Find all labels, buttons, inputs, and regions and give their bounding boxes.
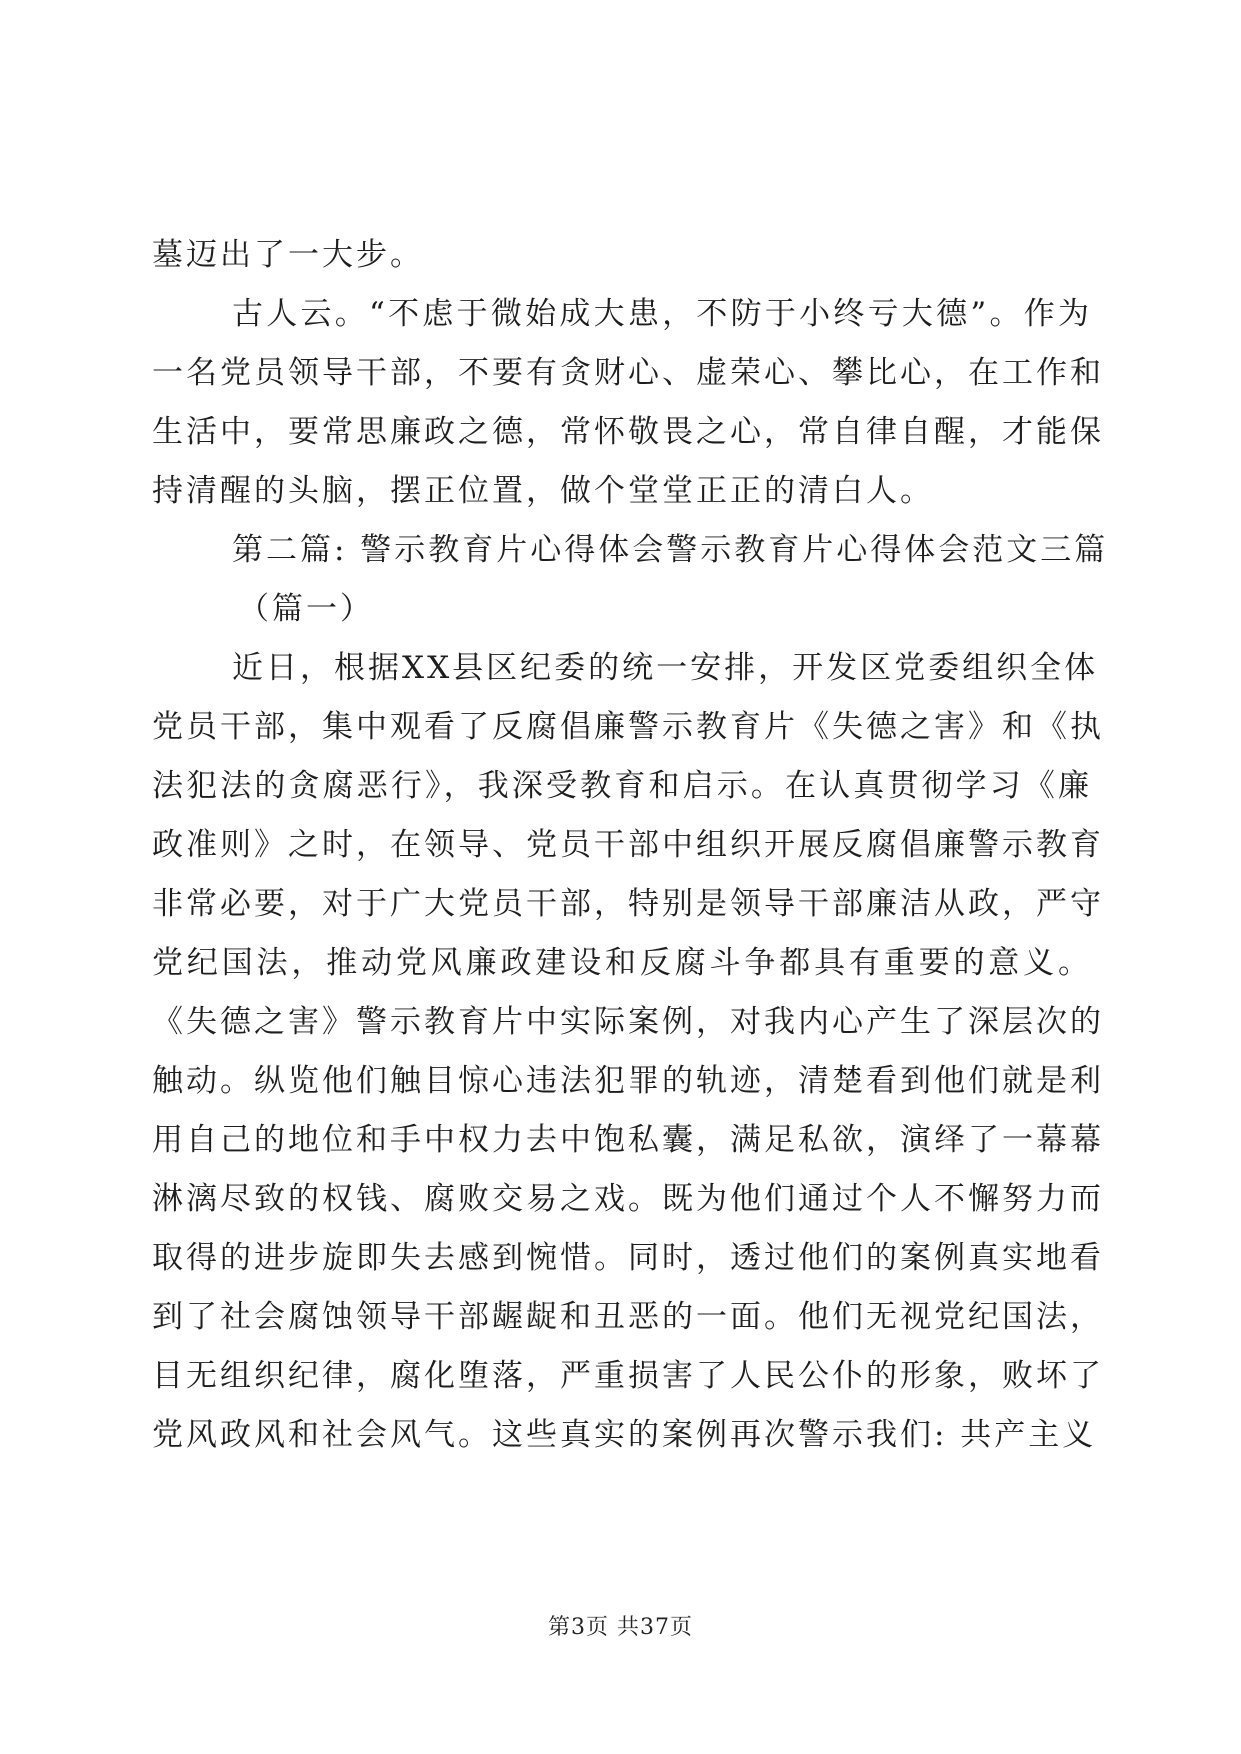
text-line: 非常必要，对于广大党员干部，特别是领导干部廉洁从政，严守: [152, 886, 1104, 922]
text-line: 持清醒的头脑，摆正位置，做个堂堂正正的清白人。: [152, 473, 934, 509]
text-line: 近日，根据XX县区纪委的统一安排，开发区党委组织全体: [232, 650, 1099, 686]
text-line: 取得的进步旋即失去感到惋惜。同时，透过他们的案例真实地看: [152, 1240, 1104, 1276]
section-subheading: （篇一）: [238, 591, 374, 627]
text-line: 党风政风和社会风气。这些真实的案例再次警示我们: 共产主义: [152, 1417, 1097, 1453]
text-line: 到了社会腐蚀领导干部龌龊和丑恶的一面。他们无视党纪国法，: [152, 1299, 1104, 1335]
text-line: 政准则》之时，在领导、党员干部中组织开展反腐倡廉警示教育: [152, 827, 1104, 863]
text-line: 党员干部，集中观看了反腐倡廉警示教育片《失德之害》和《执: [152, 709, 1104, 745]
text-line: 生活中，要常思廉政之德，常怀敬畏之心，常自律自醒，才能保: [152, 414, 1104, 450]
text-line: 法犯法的贪腐恶行》，我深受教育和启示。在认真贯彻学习《廉: [152, 768, 1092, 804]
text-line: 淋漓尽致的权钱、腐败交易之戏。既为他们通过个人不懈努力而: [152, 1181, 1104, 1217]
text-line: 触动。纵览他们触目惊心违法犯罪的轨迹，清楚看到他们就是利: [152, 1063, 1104, 1099]
text-line: 墓迈出了一大步。: [152, 237, 424, 273]
text-line: 用自己的地位和手中权力去中饱私囊，满足私欲，演绎了一幕幕: [152, 1122, 1104, 1158]
section-heading: 第二篇: 警示教育片心得体会警示教育片心得体会范文三篇: [232, 532, 1109, 568]
text-line: 古人云。“不虑于微始成大患，不防于小终亏大德”。作为: [232, 296, 1092, 332]
page-number-footer: 第3页 共37页: [548, 1615, 693, 1640]
text-line: 《失德之害》警示教育片中实际案例，对我内心产生了深层次的: [152, 1004, 1104, 1040]
text-line: 党纪国法，推动党风廉政建设和反腐斗争都具有重要的意义。: [152, 945, 1092, 981]
document-body: [152, 226, 1109, 1465]
text-line: 目无组织纪律，腐化堕落，严重损害了人民公仆的形象，败坏了: [152, 1358, 1104, 1394]
text-line: 一名党员领导干部，不要有贪财心、虚荣心、攀比心，在工作和: [152, 355, 1104, 391]
